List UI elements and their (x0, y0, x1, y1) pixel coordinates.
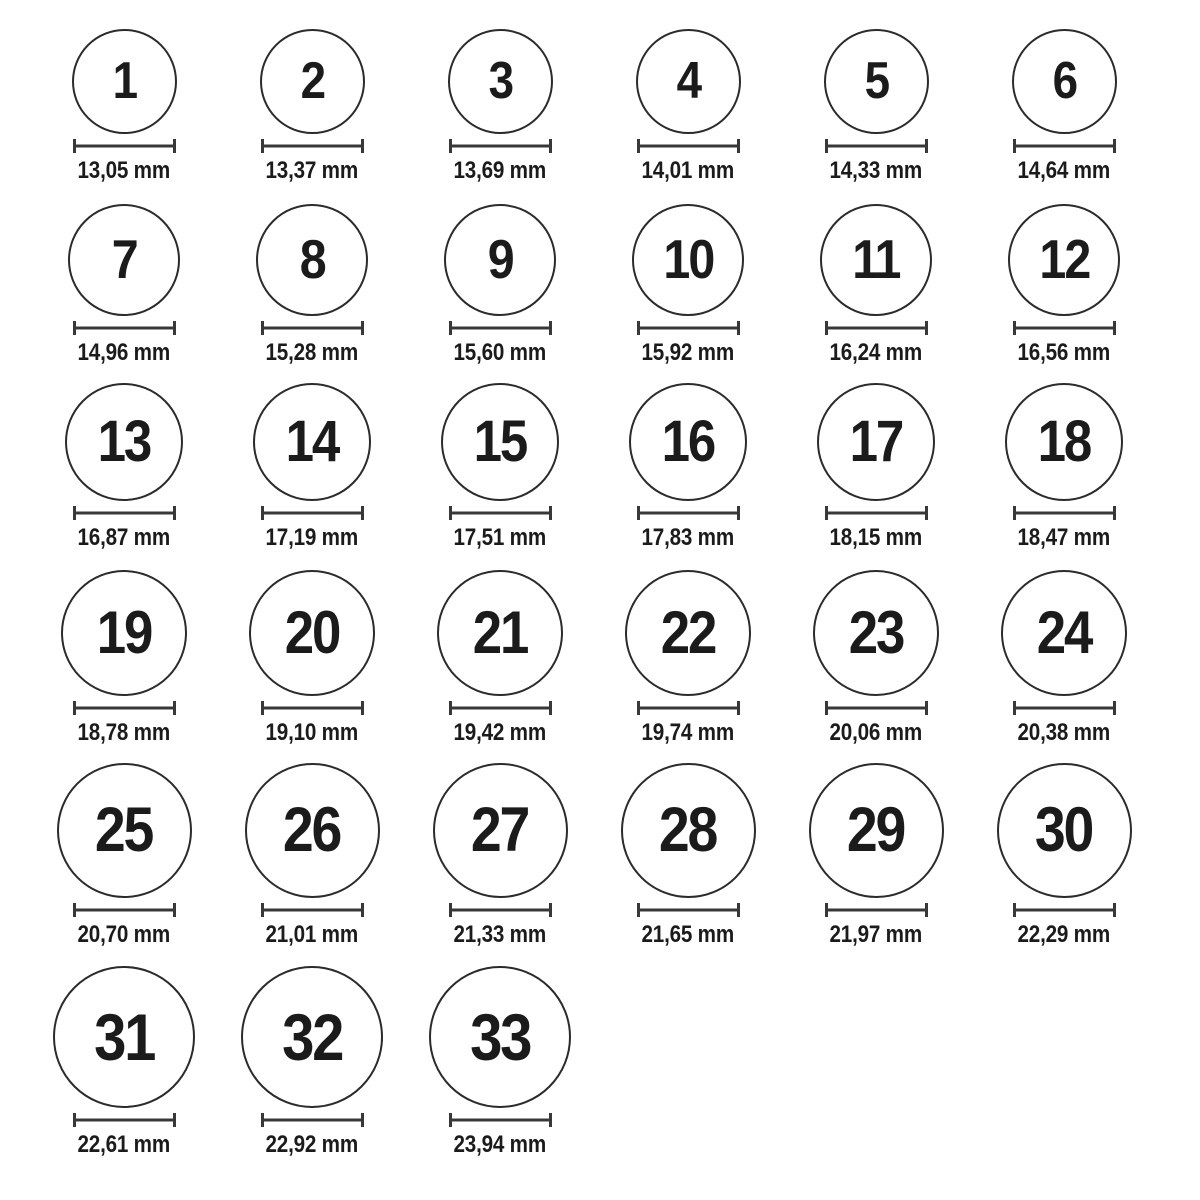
diameter-label: 17,19 mm (265, 523, 359, 551)
diameter-label: 13,69 mm (453, 156, 547, 184)
ring-size-cell (30, 550, 218, 745)
ring-size-cell (782, 183, 970, 365)
ring-circle (241, 966, 383, 1108)
diameter-label: 18,47 mm (1017, 523, 1111, 551)
ring-circle (625, 570, 751, 696)
diameter-label: 15,28 mm (265, 338, 359, 366)
diameter-ruler-icon (637, 903, 740, 917)
ring-size-number: 11 (852, 228, 900, 291)
ring-size-cell (218, 745, 406, 947)
ring-size-number: 20 (284, 598, 340, 666)
diameter-ruler-icon (637, 321, 740, 335)
ring-circle (68, 204, 180, 316)
ring-size-number: 28 (659, 794, 717, 865)
ring-circle (253, 383, 371, 501)
diameter-label: 23,94 mm (453, 1130, 547, 1158)
ring-size-number: 6 (1052, 52, 1076, 111)
ring-circle (72, 29, 177, 134)
ring-size-cell (30, 947, 218, 1157)
ring-circle (433, 763, 568, 898)
ring-circle (817, 383, 935, 501)
diameter-ruler-icon (73, 903, 176, 917)
diameter-ruler-icon (825, 139, 928, 153)
diameter-ruler-icon (637, 506, 740, 520)
diameter-ruler-icon (1013, 321, 1116, 335)
diameter-label: 19,10 mm (265, 718, 359, 746)
diameter-label: 14,64 mm (1017, 156, 1111, 184)
ring-size-cell (782, 0, 970, 183)
ring-circle (61, 570, 187, 696)
ring-size-number: 33 (470, 999, 530, 1074)
ring-circle (809, 763, 944, 898)
diameter-ruler-icon (449, 506, 552, 520)
ring-size-cell (218, 365, 406, 550)
ring-size-cell (594, 0, 782, 183)
ring-size-number: 3 (488, 52, 512, 111)
ring-circle (65, 383, 183, 501)
ring-size-cell (218, 550, 406, 745)
ring-circle (997, 763, 1132, 898)
ring-circle (245, 763, 380, 898)
ring-size-cell (406, 365, 594, 550)
ring-size-number: 32 (282, 999, 342, 1074)
diameter-label: 20,06 mm (829, 718, 923, 746)
ring-size-number: 13 (97, 408, 151, 474)
ring-circle (621, 763, 756, 898)
diameter-label: 17,51 mm (453, 523, 547, 551)
ring-size-cell (970, 365, 1158, 550)
diameter-label: 21,01 mm (265, 920, 359, 948)
ring-size-cell (406, 183, 594, 365)
diameter-label: 22,29 mm (1017, 920, 1111, 948)
ring-size-number: 15 (473, 408, 527, 474)
ring-size-number: 22 (660, 598, 716, 666)
ring-size-cell (970, 745, 1158, 947)
diameter-ruler-icon (1013, 701, 1116, 715)
diameter-ruler-icon (825, 321, 928, 335)
diameter-label: 16,87 mm (77, 523, 171, 551)
diameter-label: 20,70 mm (77, 920, 171, 948)
diameter-ruler-icon (1013, 903, 1116, 917)
ring-size-number: 8 (299, 228, 325, 291)
diameter-ruler-icon (261, 1113, 364, 1127)
ring-size-cell (406, 745, 594, 947)
diameter-ruler-icon (261, 321, 364, 335)
ring-size-cell (218, 0, 406, 183)
ring-size-row (30, 745, 1200, 947)
diameter-ruler-icon (73, 139, 176, 153)
ring-size-cell (218, 947, 406, 1157)
diameter-ruler-icon (73, 506, 176, 520)
ring-size-row (30, 947, 1200, 1157)
ring-size-number: 12 (1039, 228, 1089, 291)
diameter-label: 16,56 mm (1017, 338, 1111, 366)
diameter-label: 22,61 mm (77, 1130, 171, 1158)
ring-size-row (30, 550, 1200, 745)
diameter-ruler-icon (825, 701, 928, 715)
diameter-ruler-icon (449, 139, 552, 153)
ring-circle (813, 570, 939, 696)
diameter-ruler-icon (1013, 506, 1116, 520)
ring-size-number: 1 (112, 52, 136, 111)
ring-size-cell (594, 365, 782, 550)
ring-size-number: 21 (472, 598, 528, 666)
diameter-label: 13,05 mm (77, 156, 171, 184)
ring-size-cell (970, 550, 1158, 745)
ring-size-cell (406, 550, 594, 745)
ring-circle (1012, 29, 1117, 134)
diameter-label: 19,74 mm (641, 718, 735, 746)
ring-circle (260, 29, 365, 134)
ring-size-cell (594, 745, 782, 947)
ring-size-number: 5 (864, 52, 888, 111)
diameter-label: 18,78 mm (77, 718, 171, 746)
diameter-label: 14,33 mm (829, 156, 923, 184)
diameter-ruler-icon (449, 1113, 552, 1127)
ring-circle (632, 204, 744, 316)
ring-size-number: 25 (95, 794, 153, 865)
ring-size-cell (594, 183, 782, 365)
diameter-ruler-icon (637, 139, 740, 153)
diameter-ruler-icon (825, 506, 928, 520)
ring-size-cell (30, 183, 218, 365)
diameter-label: 18,15 mm (829, 523, 923, 551)
ring-size-number: 31 (94, 999, 154, 1074)
ring-size-cell (782, 365, 970, 550)
ring-circle (441, 383, 559, 501)
diameter-label: 22,92 mm (265, 1130, 359, 1158)
ring-size-number: 14 (285, 408, 339, 474)
diameter-ruler-icon (261, 506, 364, 520)
diameter-label: 14,96 mm (77, 338, 171, 366)
diameter-ruler-icon (637, 701, 740, 715)
ring-size-number: 18 (1037, 408, 1091, 474)
diameter-ruler-icon (1013, 139, 1116, 153)
diameter-ruler-icon (449, 321, 552, 335)
ring-size-row (30, 183, 1200, 365)
ring-size-cell (970, 0, 1158, 183)
ring-size-number: 17 (849, 408, 903, 474)
ring-circle (53, 966, 195, 1108)
diameter-ruler-icon (449, 903, 552, 917)
ring-size-number: 23 (848, 598, 904, 666)
ring-circle (256, 204, 368, 316)
diameter-ruler-icon (449, 701, 552, 715)
ring-size-number: 26 (283, 794, 341, 865)
ring-size-cell (30, 745, 218, 947)
diameter-ruler-icon (73, 321, 176, 335)
ring-size-cell (594, 550, 782, 745)
ring-size-number: 10 (663, 228, 713, 291)
ring-circle (1008, 204, 1120, 316)
diameter-label: 14,01 mm (641, 156, 735, 184)
diameter-label: 20,38 mm (1017, 718, 1111, 746)
ring-size-number: 24 (1036, 598, 1092, 666)
diameter-label: 17,83 mm (641, 523, 735, 551)
ring-size-number: 19 (96, 598, 152, 666)
diameter-ruler-icon (261, 139, 364, 153)
ring-size-number: 29 (847, 794, 905, 865)
diameter-label: 21,33 mm (453, 920, 547, 948)
diameter-label: 13,37 mm (265, 156, 359, 184)
diameter-label: 15,92 mm (641, 338, 735, 366)
ring-circle (57, 763, 192, 898)
ring-circle (636, 29, 741, 134)
ring-circle (444, 204, 556, 316)
ring-circle (820, 204, 932, 316)
ring-size-number: 4 (676, 52, 700, 111)
diameter-ruler-icon (73, 1113, 176, 1127)
ring-circle (1001, 570, 1127, 696)
ring-size-cell (970, 183, 1158, 365)
diameter-label: 21,65 mm (641, 920, 735, 948)
ring-size-row (30, 365, 1200, 550)
ring-size-cell (30, 365, 218, 550)
ring-size-cell (406, 947, 594, 1157)
ring-size-cell (782, 745, 970, 947)
ring-size-number: 16 (661, 408, 715, 474)
ring-size-cell (30, 0, 218, 183)
diameter-ruler-icon (825, 903, 928, 917)
ring-circle (429, 966, 571, 1108)
diameter-label: 16,24 mm (829, 338, 923, 366)
ring-size-number: 2 (300, 52, 324, 111)
ring-size-number: 9 (487, 228, 513, 291)
diameter-label: 15,60 mm (453, 338, 547, 366)
ring-size-number: 30 (1035, 794, 1093, 865)
ring-circle (824, 29, 929, 134)
ring-size-cell (782, 550, 970, 745)
ring-size-number: 7 (111, 228, 137, 291)
ring-circle (437, 570, 563, 696)
diameter-label: 21,97 mm (829, 920, 923, 948)
ring-circle (1005, 383, 1123, 501)
diameter-ruler-icon (261, 701, 364, 715)
ring-circle (448, 29, 553, 134)
diameter-ruler-icon (73, 701, 176, 715)
ring-size-cell (406, 0, 594, 183)
ring-size-row (30, 0, 1200, 183)
ring-size-cell (218, 183, 406, 365)
ring-size-number: 27 (471, 794, 529, 865)
diameter-label: 19,42 mm (453, 718, 547, 746)
diameter-ruler-icon (261, 903, 364, 917)
ring-circle (249, 570, 375, 696)
ring-circle (629, 383, 747, 501)
